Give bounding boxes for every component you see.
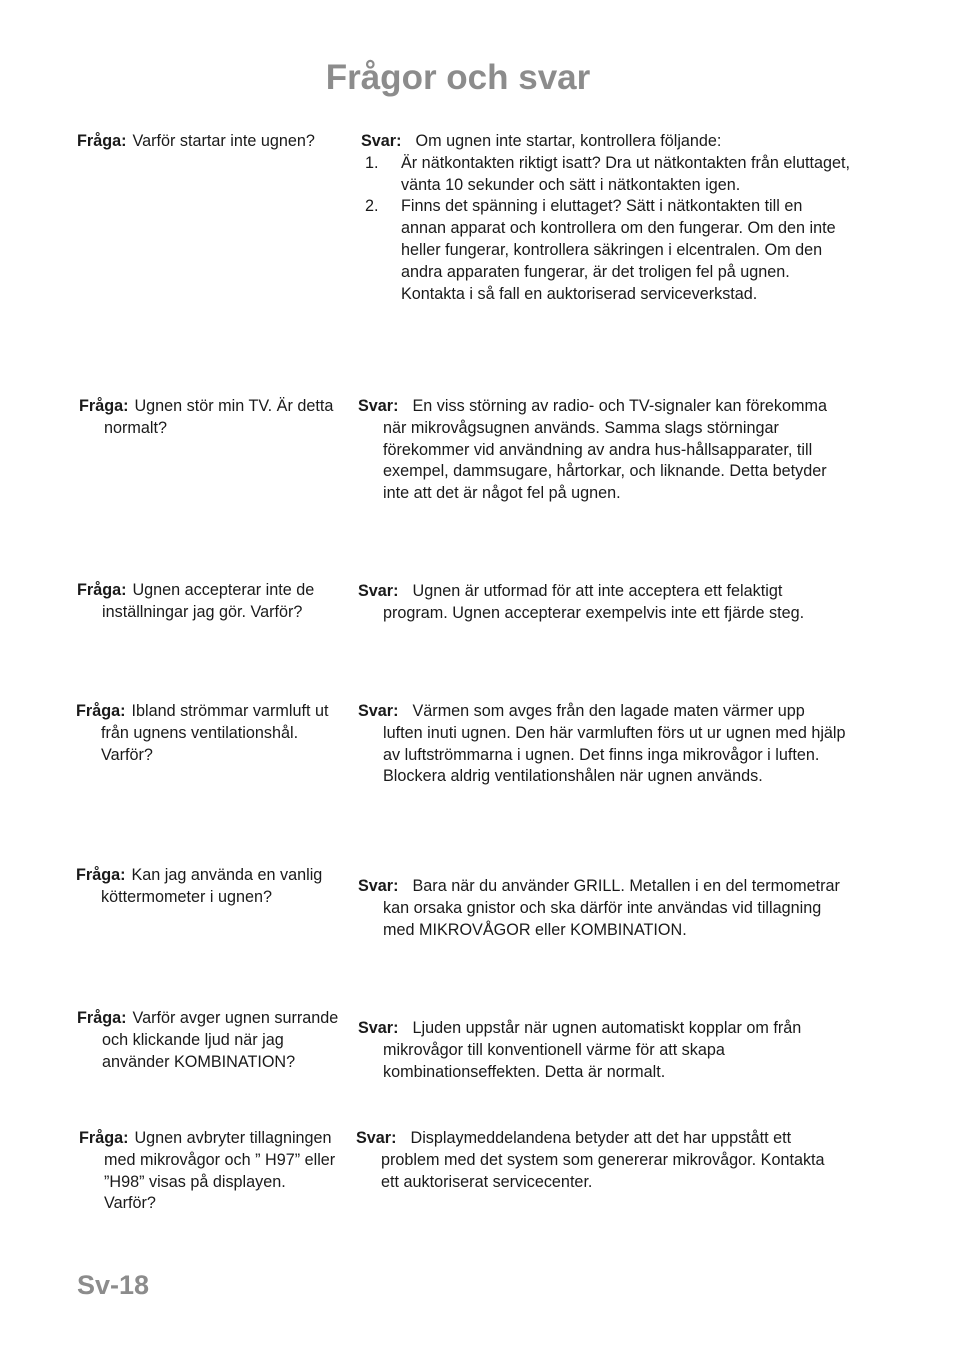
question-text: Ugnen avbryter tillagningen med mikrovågor och ” H97” eller ”H98” visas på displayen. Varför? (104, 1129, 336, 1213)
answer-label: Svar: (358, 702, 399, 720)
question-3 (77, 580, 339, 624)
question-text: Ibland strömmar varmluft ut från ugnens ventilationshål. Varför? (101, 702, 329, 764)
question-text: Ugnen accepterar inte de inställningar jag gör. Varför? (102, 581, 315, 621)
list-number: 1. (365, 153, 379, 172)
answer-label: Svar: (356, 1129, 397, 1147)
answer-1 (361, 131, 851, 305)
answer-label: Svar: (358, 1019, 399, 1037)
answer-text: Bara när du använder GRILL. Metallen i en del termometrar kan orsaka gnistor och ska därför inte användas vid tillagning med MIKROVÅGOR eller KOMBINATION. (383, 877, 840, 939)
question-label: Fråga: (77, 1009, 127, 1027)
question-5 (76, 865, 338, 909)
list-text: Är nätkontakten riktigt isatt? Dra ut nätkontakten från eluttaget, vänta 10 sekunder och sätt i nätkontakten igen. (401, 153, 851, 194)
question-label: Fråga: (77, 581, 127, 599)
question-label: Fråga: (77, 132, 127, 150)
answer-text: En viss störning av radio- och TV-signaler kan förekomma när mikrovågsugnen används. Samma slags störningar förekommer vid användning av andra hus-hållsapparater, till exempel, dammsugare, hårtorkar, och liknande. Detta betyder inte att det är något fel på ugnen. (383, 397, 827, 503)
answer-label: Svar: (358, 877, 399, 895)
answer-4 (358, 701, 848, 788)
answer-2 (358, 396, 848, 505)
list-item (361, 196, 851, 305)
answer-label: Svar: (361, 132, 402, 150)
answer-5 (358, 876, 848, 941)
question-1 (77, 131, 339, 153)
page-number: Sv-18 (77, 1270, 150, 1300)
question-label: Fråga: (76, 866, 126, 884)
question-text: Kan jag använda en vanlig köttermometer i ugnen? (101, 866, 323, 906)
question-6 (77, 1008, 339, 1073)
answer-text: Ljuden uppstår när ugnen automatiskt kopplar om från mikrovågor till konventionell värme för att skapa kombinationseffekten. Detta är normalt. (383, 1019, 802, 1081)
answer-label: Svar: (358, 397, 399, 415)
page-title: Frågor och svar (325, 58, 591, 97)
answer-text: Displaymeddelandena betyder att det har uppstått ett problem med det system som genererar mikrovågor. Kontakta ett auktoriserat servicecenter. (381, 1129, 825, 1191)
list-item (361, 153, 851, 197)
answer-text: Ugnen är utformad för att inte acceptera ett felaktigt program. Ugnen accepterar exempelvis inte ett fjärde steg. (383, 582, 805, 622)
answer-label: Svar: (358, 582, 399, 600)
answer-3 (358, 581, 848, 625)
question-4 (76, 701, 338, 766)
checklist (365, 153, 851, 306)
list-text: Finns det spänning i eluttaget? Sätt i nätkontakten till en annan apparat och kontrollera om den fungerar. Om den inte heller fungerar, kontrollera säkringen i elcentralen. Om den andra apparaten fungerar, är det troligen fel på ugnen. Kontakta i så fall en auktoriserad serviceverkstad. (401, 197, 836, 303)
question-text: Varför avger ugnen surrande och klickande ljud när jag använder KOMBINATION? (102, 1009, 339, 1071)
question-2 (79, 396, 341, 440)
question-label: Fråga: (79, 397, 129, 415)
question-label: Fråga: (76, 702, 126, 720)
question-7 (79, 1128, 341, 1215)
question-text: Varför startar inte ugnen? (132, 132, 315, 150)
list-number: 2. (365, 197, 379, 216)
answer-intro: Om ugnen inte startar, kontrollera följande: (415, 132, 722, 150)
answer-6 (358, 1018, 848, 1083)
answer-7 (356, 1128, 846, 1193)
question-text: Ugnen stör min TV. Är detta normalt? (104, 397, 334, 437)
answer-text: Värmen som avges från den lagade maten värmer upp luften inuti ugnen. Den här varmluften förs ut ur ugnen med hjälp av luftströmmarna i ugnen. Det finns inga mikrovågor i luften. Blockera aldrig ventilationshålen när ugnen används. (383, 702, 846, 786)
question-label: Fråga: (79, 1129, 129, 1147)
